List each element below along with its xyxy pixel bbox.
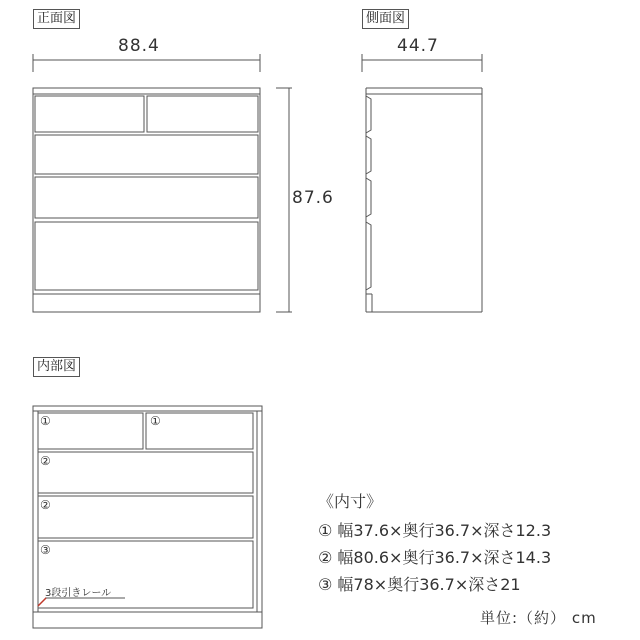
side-depth-dimension-line [362, 54, 482, 72]
rail-note: 3段引きレール [45, 588, 112, 599]
drawer-mark-3: ③ [40, 543, 51, 557]
drawer-mark-2b: ② [40, 498, 51, 512]
front-width-dimension-line [33, 54, 260, 72]
drawer-mark-1a: ① [40, 414, 51, 428]
front-view-label: 正面図 [33, 9, 80, 29]
side-view-label: 側面図 [362, 9, 409, 29]
drawer-mark-2a: ② [40, 454, 51, 468]
height-dimension-line [276, 88, 292, 312]
spec-line-2: ② 幅80.6×奥行36.7×深さ14.3 [318, 548, 552, 567]
front-view-drawing [33, 88, 260, 312]
rail-indicator-accent [38, 598, 46, 606]
unit-note: 単位:（約） cm [480, 609, 597, 627]
width-dimension: 88.4 [118, 36, 160, 56]
spec-line-3: ③ 幅78×奥行36.7×深さ21 [318, 575, 521, 594]
side-view-drawing [366, 88, 482, 312]
depth-dimension: 44.7 [397, 36, 439, 56]
spec-heading: 《内寸》 [318, 492, 383, 511]
drawer-mark-1b: ① [150, 414, 161, 428]
spec-line-1: ① 幅37.6×奥行36.7×深さ12.3 [318, 521, 552, 540]
height-dimension: 87.6 [292, 188, 334, 208]
interior-view-label: 内部図 [33, 357, 80, 377]
